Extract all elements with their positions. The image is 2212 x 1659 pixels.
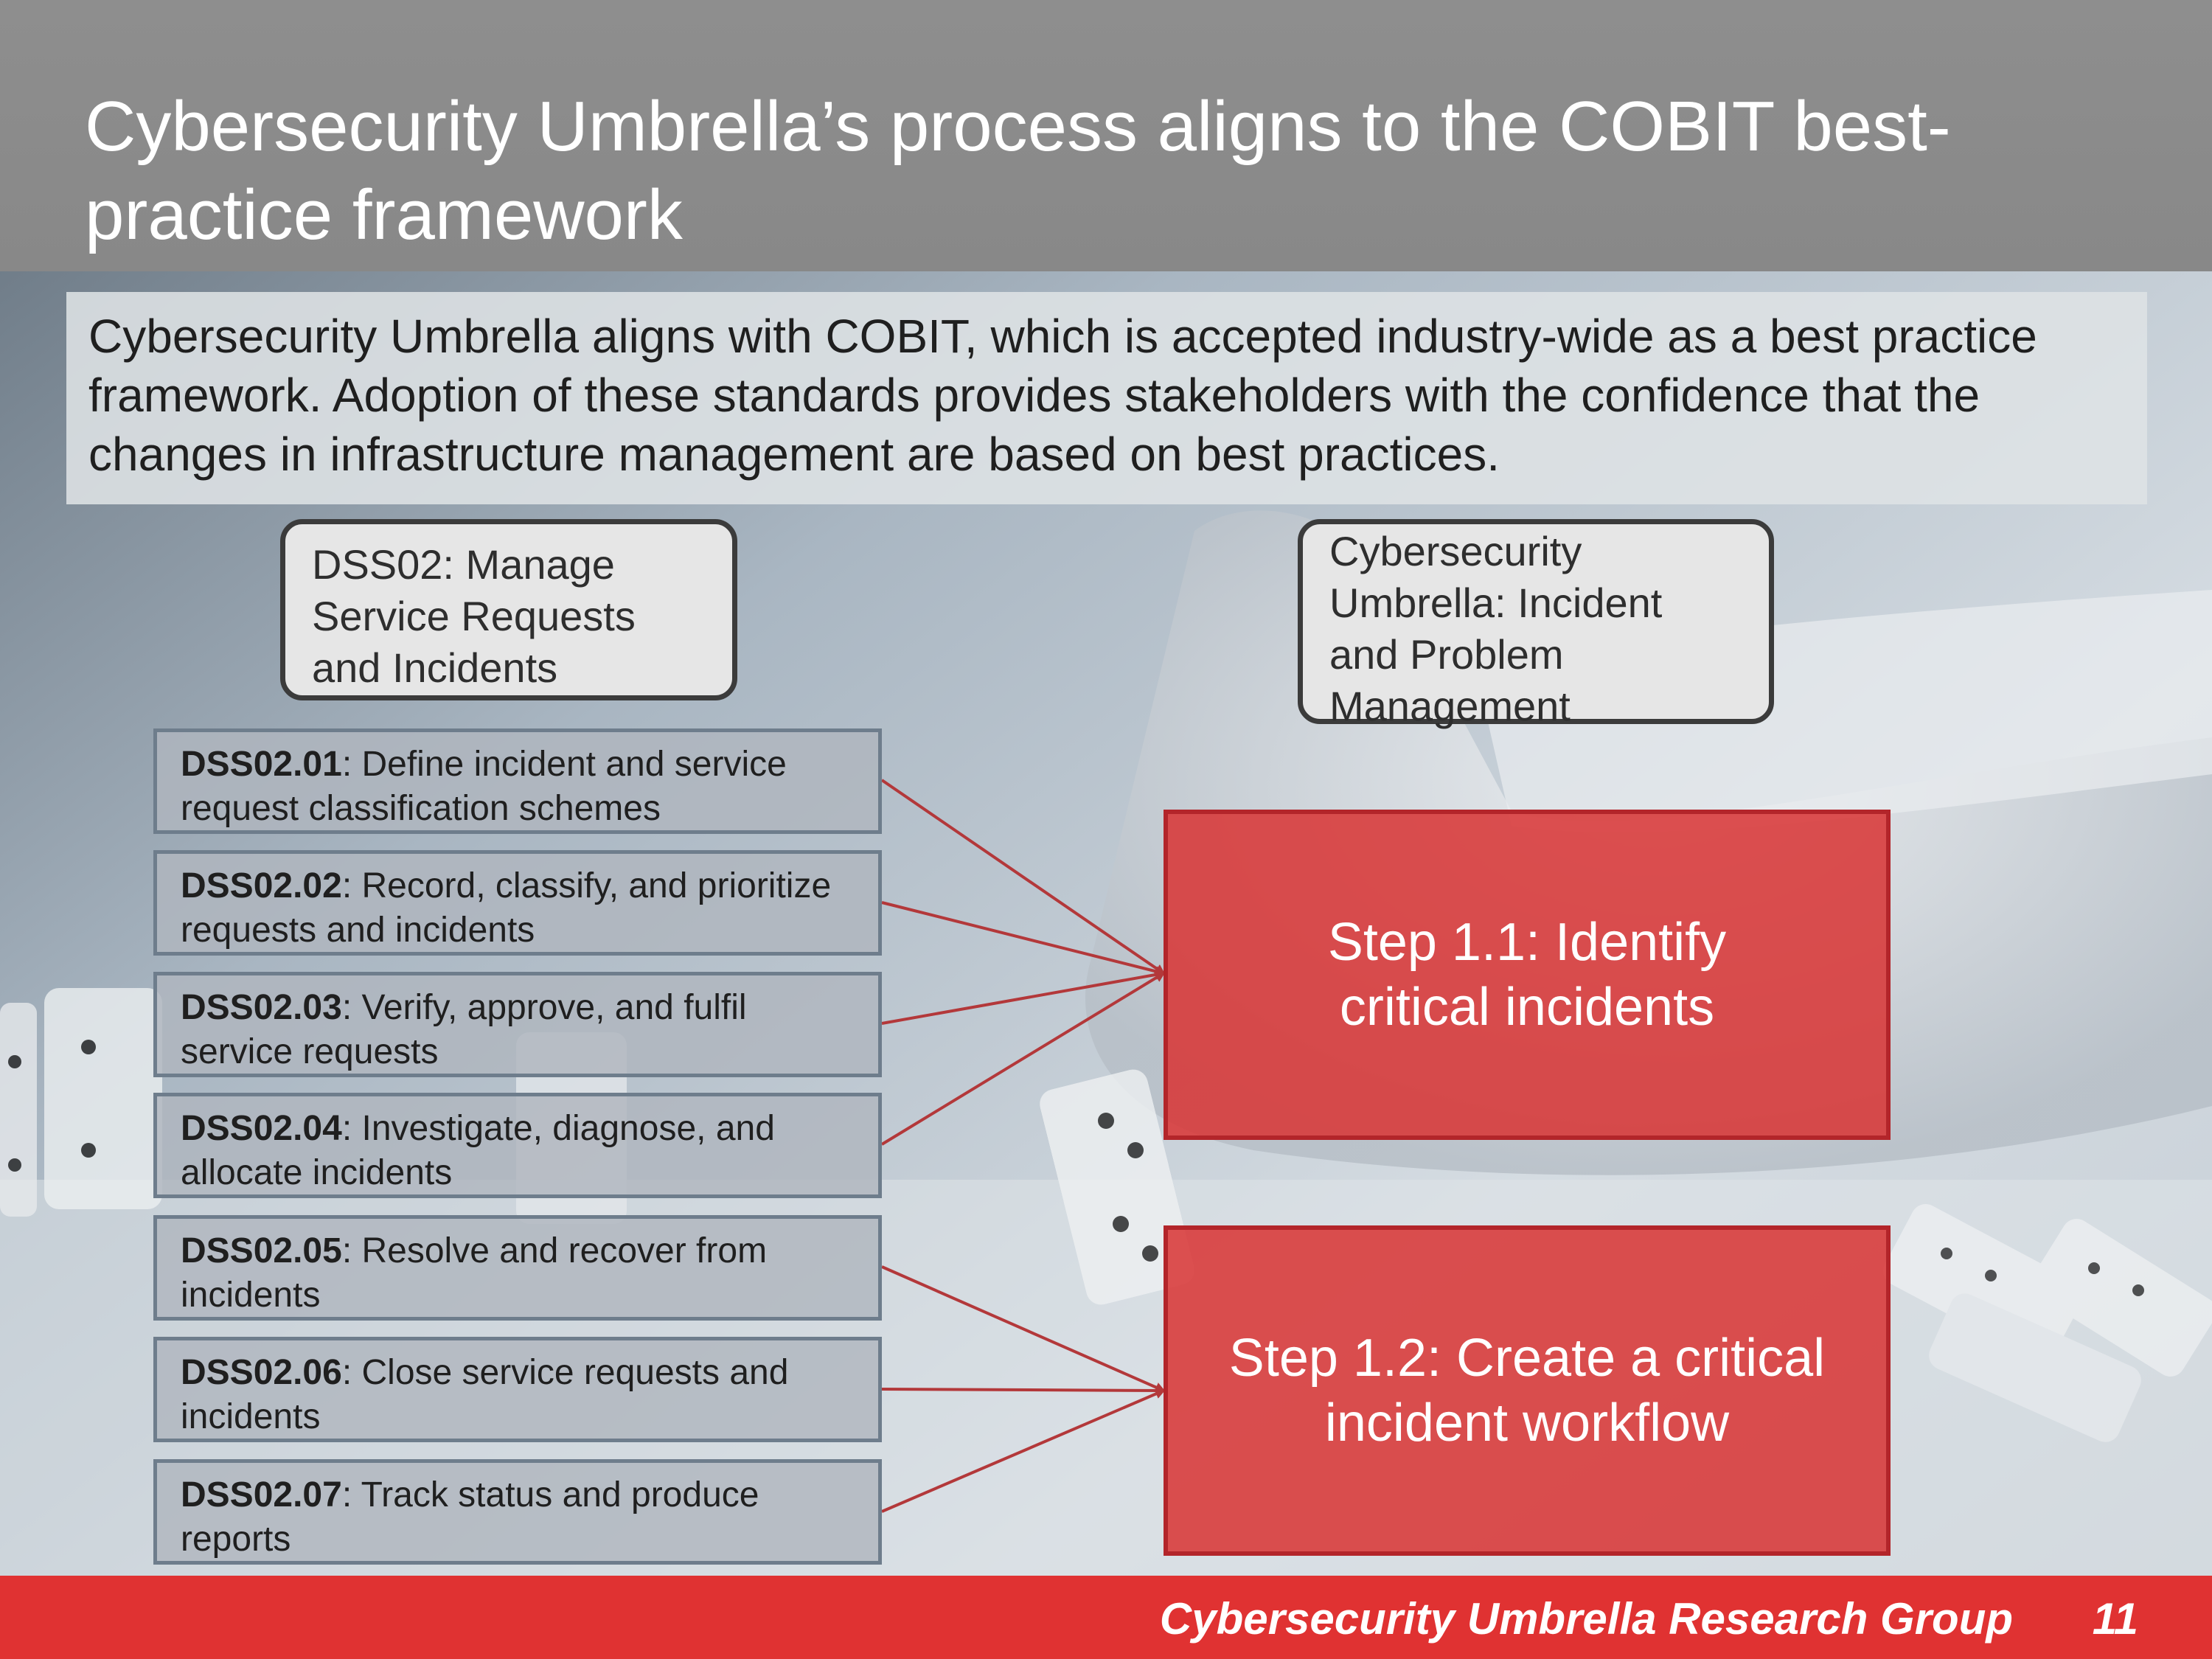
slide-title: Cybersecurity Umbrella’s process aligns to the COBIT best-practice framework: [85, 87, 1951, 254]
step-1-2-label: Step 1.2: Create a critical incident workflow: [1228, 1329, 1826, 1453]
dss-item-text: : Record, classify, and prioritize requests and incidents: [181, 866, 832, 950]
dss-item-text: : Define incident and service request classification schemes: [181, 745, 787, 828]
dss-item-01: [153, 728, 882, 834]
dss-item-code: DSS02.04: [181, 1109, 342, 1148]
incident-management-header-box: Cybersecurity Umbrella: Incident and Problem Management: [1298, 519, 1774, 724]
dss-item-text: : Resolve and recover from incidents: [181, 1231, 768, 1315]
dss-item-code: DSS02.05: [181, 1231, 342, 1270]
dss-item-text: : Verify, approve, and fulfil service requests: [181, 988, 747, 1071]
dss-item-code: DSS02.02: [181, 866, 342, 905]
intro-panel: [66, 292, 2147, 504]
page-number: 11: [2092, 1594, 2138, 1644]
dss-item-04: [153, 1093, 882, 1198]
dss-item-02: [153, 850, 882, 956]
step-1-1-box: [1164, 810, 1891, 1140]
dss-item-06: [153, 1337, 882, 1442]
footer-brand: Cybersecurity Umbrella Research Group: [1159, 1594, 2013, 1644]
dss-item-text: : Close service requests and incidents: [181, 1353, 789, 1436]
dss-item-05: [153, 1215, 882, 1321]
step-1-1-label: Step 1.1: Identify critical incidents: [1327, 913, 1727, 1037]
dss-item-text: : Track status and produce reports: [181, 1475, 759, 1559]
intro-text: Cybersecurity Umbrella aligns with COBIT, which is accepted industry-wide as a best practice framework. Adoption of these standards provides stakeholders with the confidence that the changes in infrastructure management are based on best practices.: [88, 310, 2037, 481]
dss-item-code: DSS02.06: [181, 1353, 342, 1392]
dss-item-code: DSS02.07: [181, 1475, 342, 1514]
dss02-header-box: DSS02: Manage Service Requests and Incidents: [280, 519, 737, 700]
dss-item-code: DSS02.01: [181, 745, 342, 784]
dss-item-07: [153, 1459, 882, 1565]
dss-item-code: DSS02.03: [181, 988, 342, 1027]
dss-item-text: : Investigate, diagnose, and allocate incidents: [181, 1109, 775, 1192]
dss-item-03: [153, 972, 882, 1077]
step-1-2-box: [1164, 1225, 1891, 1556]
